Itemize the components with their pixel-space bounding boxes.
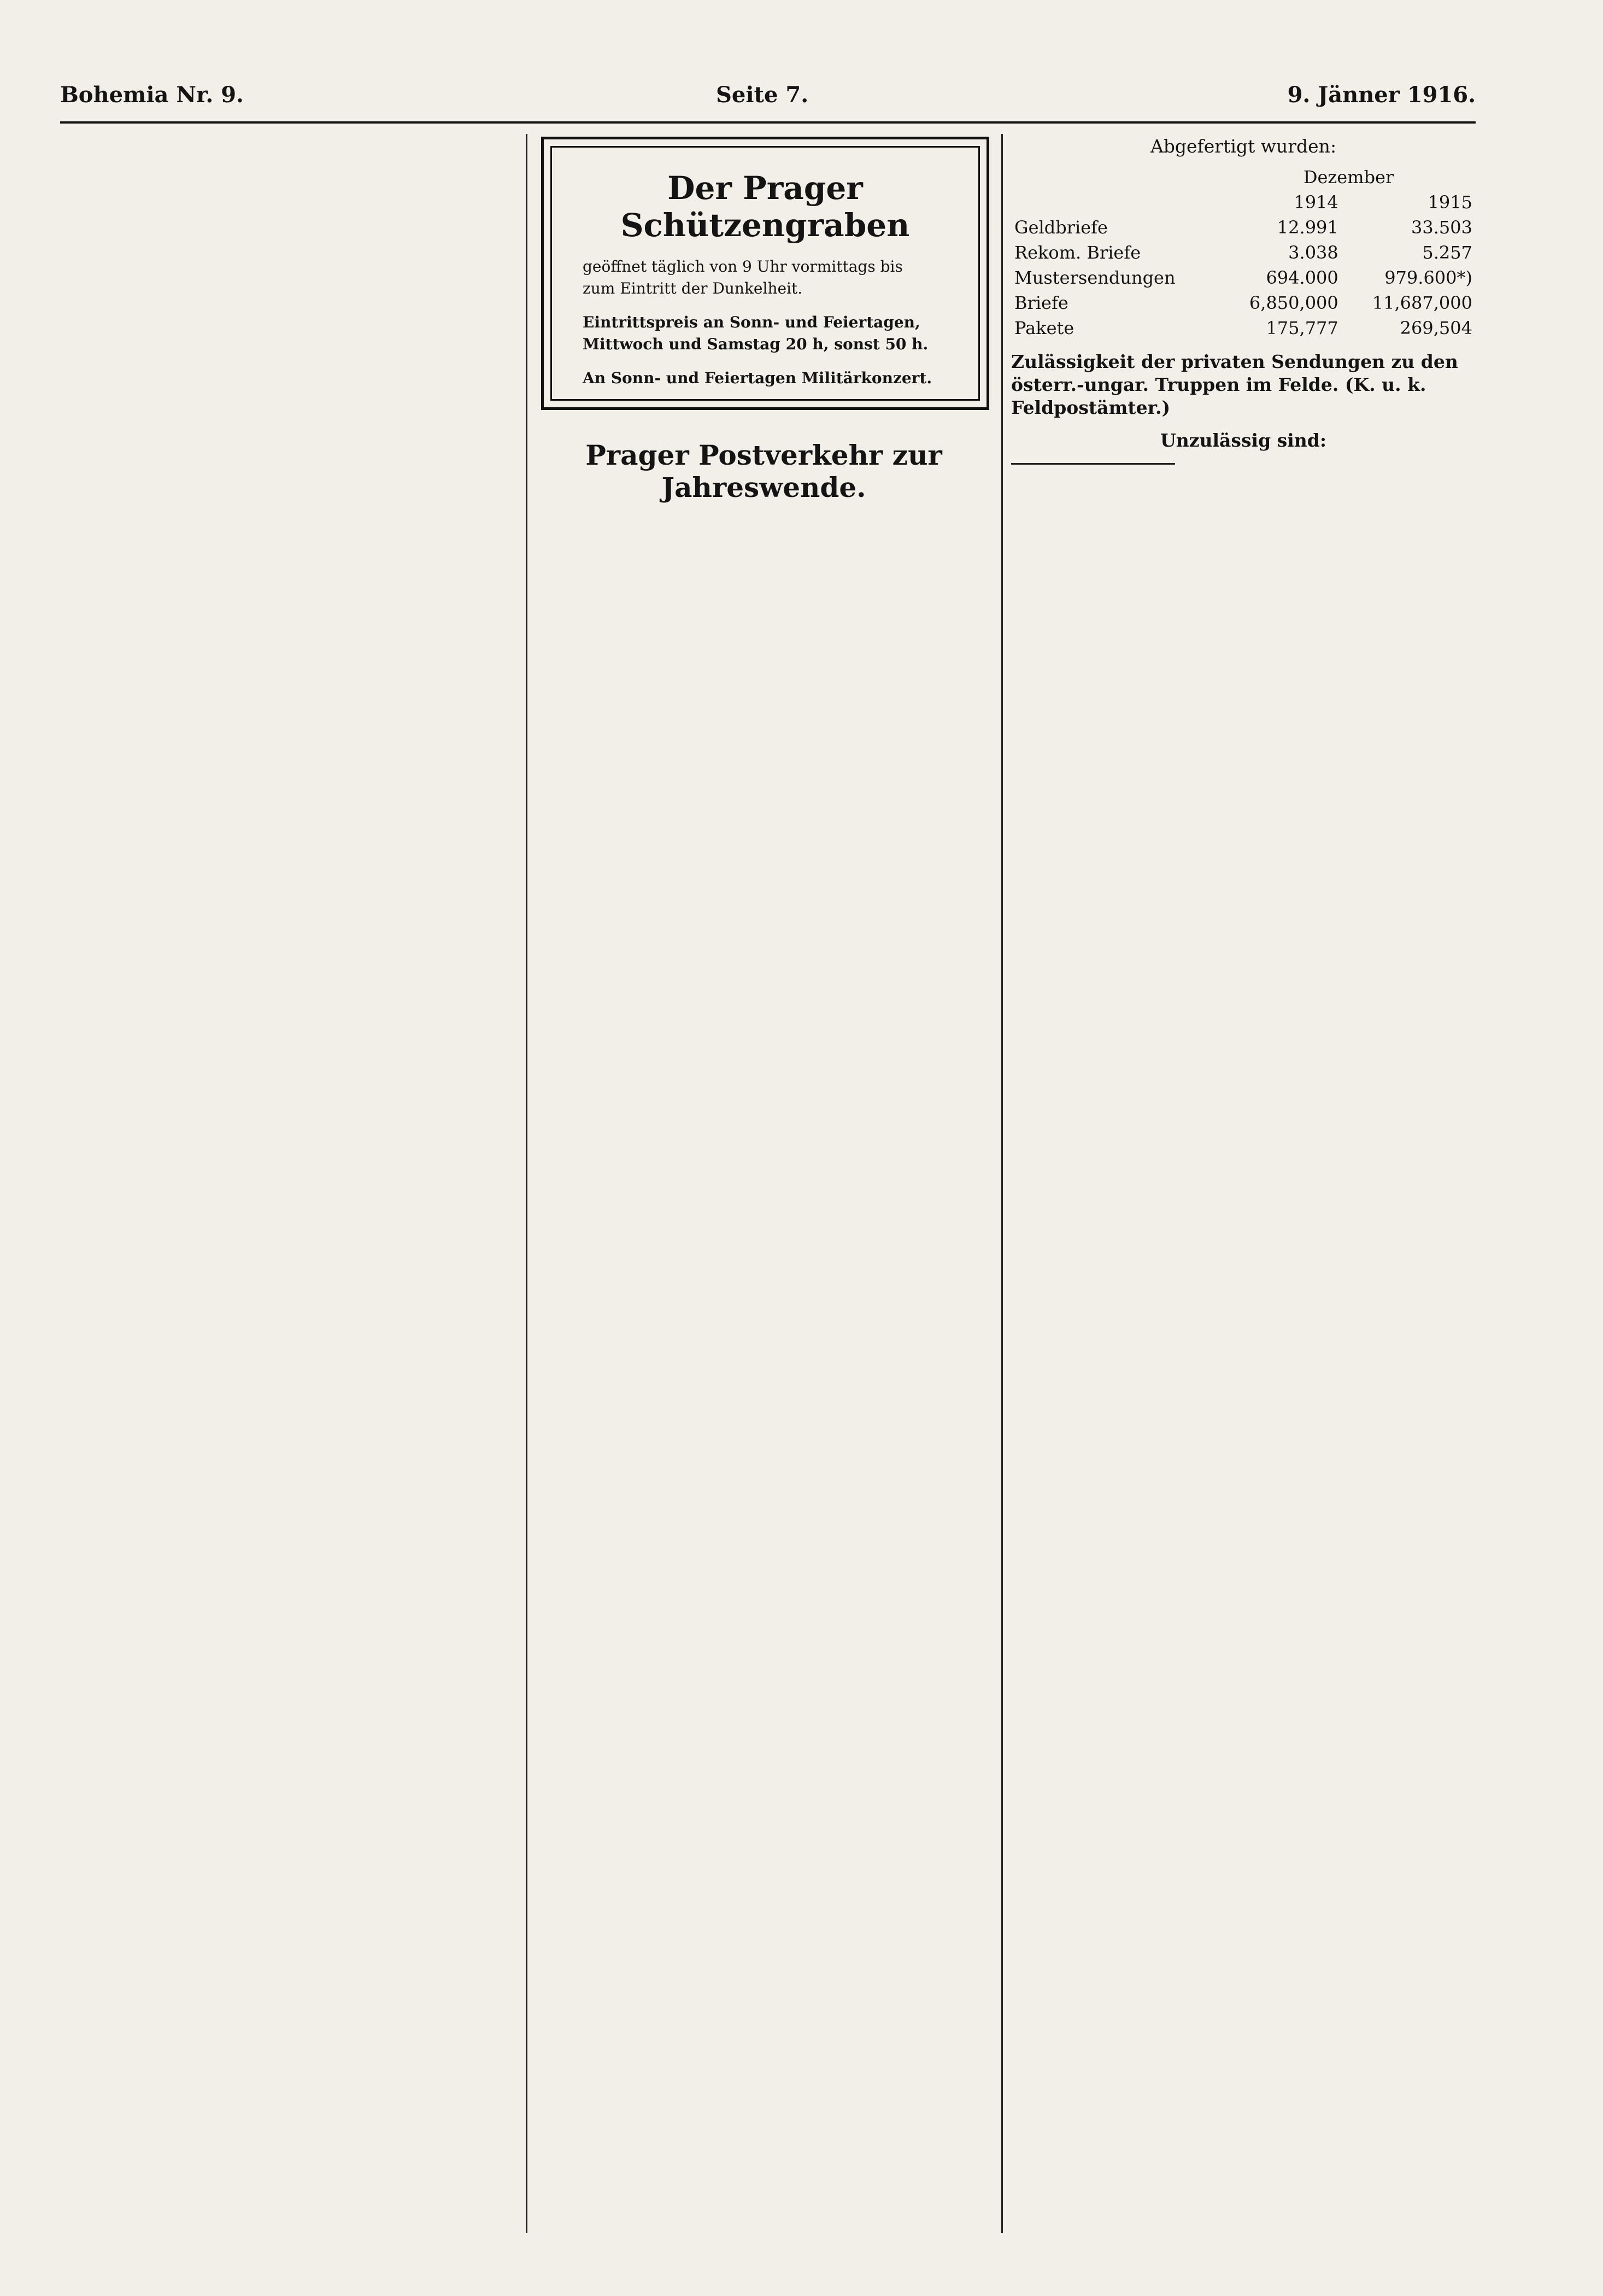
table-row: Pakete 175,777 269,504 (1014, 317, 1472, 338)
header-rule (60, 121, 1476, 124)
header-left: Bohemia Nr. 9. (60, 82, 244, 108)
advertisement-box (541, 137, 989, 410)
table-row (1011, 190, 1476, 215)
column-1 (60, 134, 516, 2233)
footnote-rule (1011, 463, 1175, 465)
table-row: Mustersendungen 694.000 979.600*) (1014, 267, 1472, 288)
table-month: Dezember (1303, 166, 1394, 188)
ad-line: geöffnet täglich von 9 Uhr vormittags bis (583, 257, 903, 276)
header-center: Seite 7. (716, 82, 809, 108)
column-separator (1001, 134, 1003, 2233)
header-right: 9. Jänner 1916. (1287, 82, 1476, 108)
ad-line: zum Eintritt der Dunkelheit. (583, 279, 803, 297)
table-caption: Abgefertigt wurden: (1150, 136, 1337, 157)
column-separator (526, 134, 527, 2233)
table-row: Geldbriefe 12.991 33.503 (1014, 216, 1472, 238)
ad-line: Eintrittspreis an Sonn- und Feiertagen, (583, 313, 920, 331)
ad-line: An Sonn- und Feiertagen Militärkonzert. (583, 369, 932, 387)
year-header: 1914 (1294, 191, 1338, 213)
section-heading: Zulässigkeit der privaten Sendungen zu den österr.-ungar. Truppen im Felde. (K. u. k. Feldpostämter.) (1011, 350, 1458, 418)
table-row: Rekom. Briefe 3.038 5.257 (1014, 242, 1472, 263)
table-row: Briefe 6,850,000 11,687,000 (1014, 292, 1472, 313)
year-header: 1915 (1428, 191, 1472, 213)
column-3 (1011, 134, 1476, 2233)
table-row (1011, 165, 1476, 190)
mail-statistics-table (1011, 165, 1476, 341)
article-headline: Prager Postverkehr zur Jahreswende. (585, 439, 942, 503)
section-heading: Unzulässig sind: (1160, 429, 1327, 451)
ad-title: Der Prager Schützengraben (620, 169, 910, 244)
page-header (60, 82, 1476, 122)
column-2 (536, 424, 992, 2233)
ad-line: Mittwoch und Samstag 20 h, sonst 50 h. (583, 335, 929, 353)
